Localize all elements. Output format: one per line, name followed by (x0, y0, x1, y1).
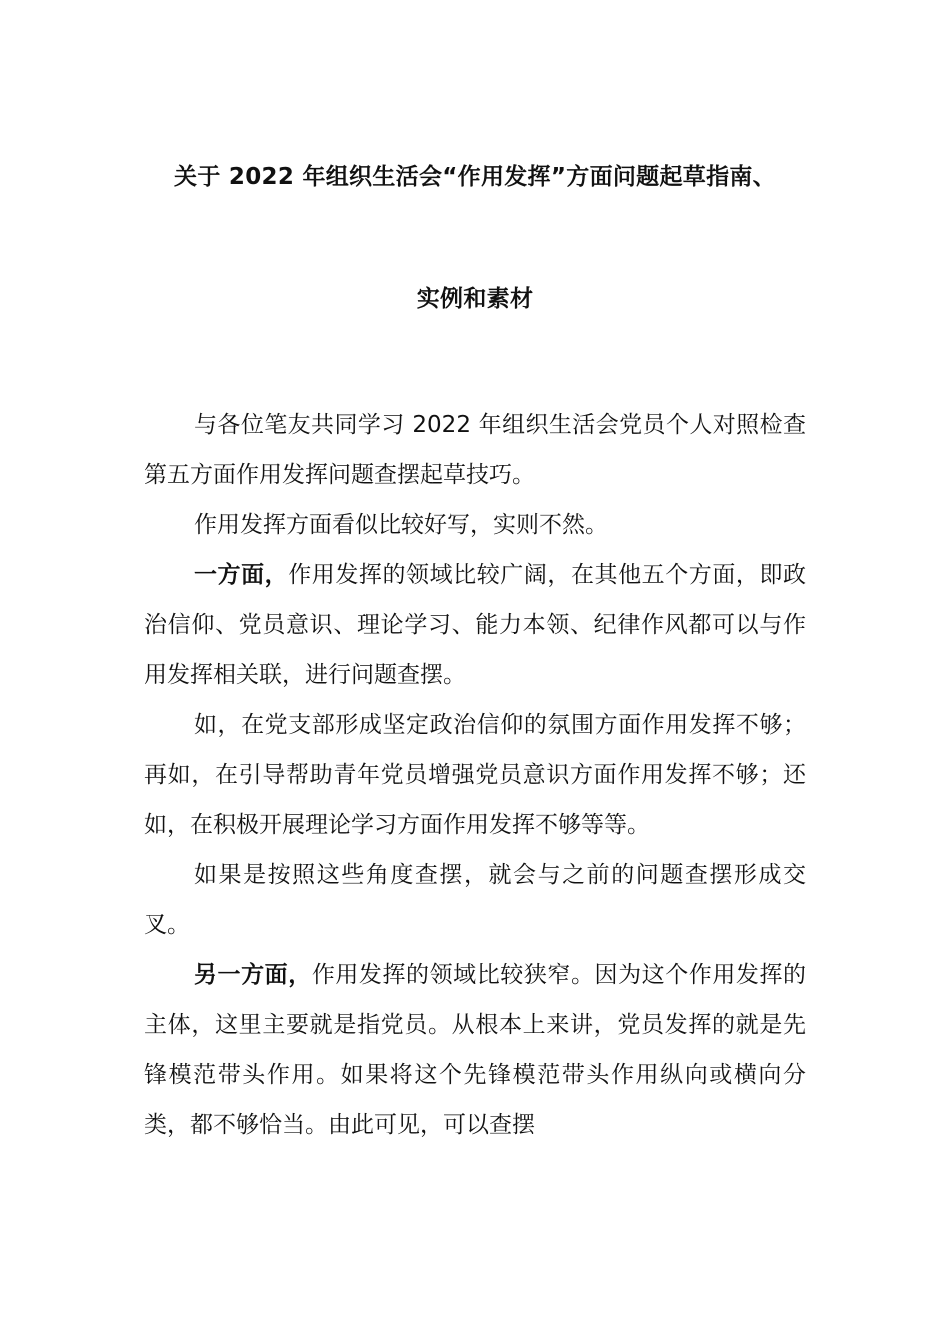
paragraph-6 (144, 950, 806, 1150)
paragraph-lead: 一方面， (194, 562, 289, 588)
paragraph-lead: 另一方面， (194, 962, 312, 988)
document-body (144, 400, 806, 1150)
paragraph-text: 作用发挥方面看似比较好写，实则不然。 (194, 512, 608, 538)
paragraph-2 (144, 500, 806, 550)
paragraph-text: 与各位笔友共同学习 2022 年组织生活会党员个人对照检查第五方面作用发挥问题查摆起草技巧。 (144, 412, 806, 488)
paragraph-text: 如，在党支部形成坚定政治信仰的氛围方面作用发挥不够；再如，在引导帮助青年党员增强党员意识方面作用发挥不够；还如，在积极开展理论学习方面作用发挥不够等等。 (144, 712, 806, 838)
paragraph-1 (144, 400, 806, 500)
paragraph-text: 作用发挥的领域比较狭窄。因为这个作用发挥的主体，这里主要就是指党员。从根本上来讲，党员发挥的就是先锋模范带头作用。如果将这个先锋模范带头作用纵向或横向分类，都不够恰当。由此可见，可以查摆 (144, 962, 807, 1138)
paragraph-5 (144, 850, 806, 950)
document-title-line-2: 实例和素材 (416, 286, 534, 312)
paragraph-4 (144, 700, 806, 850)
document-title-line-1: 关于 2022 年组织生活会“作用发挥”方面问题起草指南、 (174, 164, 776, 190)
paragraph-3 (144, 550, 806, 700)
paragraph-text: 如果是按照这些角度查摆，就会与之前的问题查摆形成交叉。 (144, 862, 806, 938)
paragraph-text: 作用发挥的领域比较广阔，在其他五个方面，即政治信仰、党员意识、理论学习、能力本领、纪律作风都可以与作用发挥相关联，进行问题查摆。 (144, 562, 807, 688)
